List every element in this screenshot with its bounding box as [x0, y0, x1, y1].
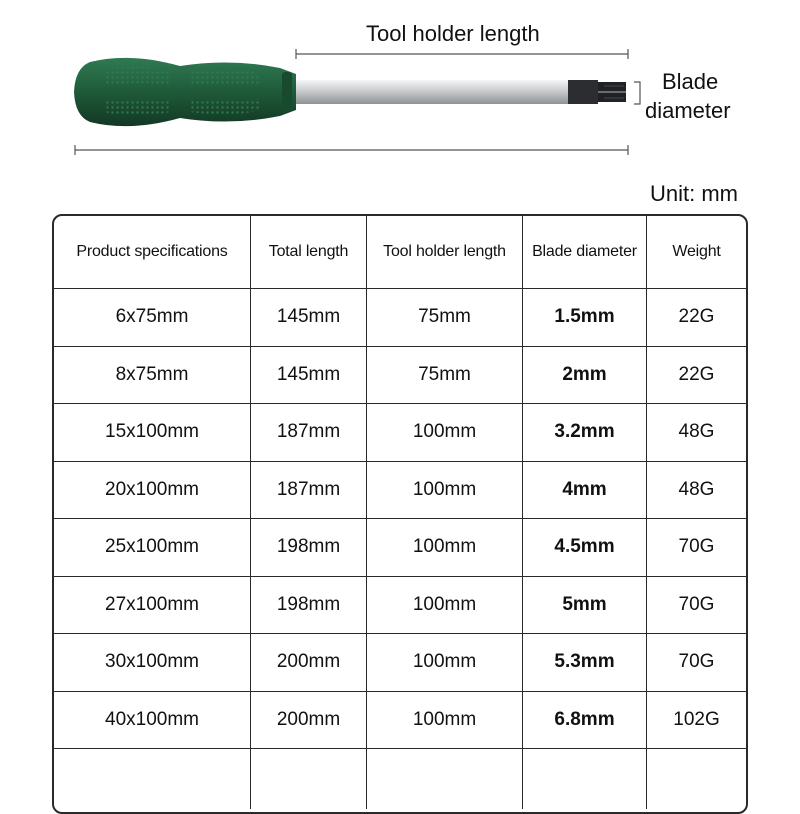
cell-total-length: 187mm: [251, 461, 367, 519]
cell-weight: 70G: [647, 576, 747, 634]
cell-spec: 15x100mm: [54, 404, 251, 462]
cell-weight: 48G: [647, 404, 747, 462]
cell-blade-diameter: 4.5mm: [523, 519, 647, 577]
cell-total-length: 198mm: [251, 576, 367, 634]
cell-total-length: 200mm: [251, 691, 367, 749]
table-row: [54, 289, 746, 347]
cell-spec: 25x100mm: [54, 519, 251, 577]
table-row: [54, 691, 746, 749]
cell-blade-diameter: 5mm: [523, 576, 647, 634]
cell-holder-length: 75mm: [367, 346, 523, 404]
table-row: [54, 576, 746, 634]
table-row: [54, 634, 746, 692]
table-row: [54, 519, 746, 577]
cell-blade-diameter: 5.3mm: [523, 634, 647, 692]
header-blade-diameter: Blade diameter: [523, 216, 647, 289]
blade-label-line2: diameter: [645, 98, 731, 123]
table-header-row: [54, 216, 746, 289]
cell-holder-length: 100mm: [367, 691, 523, 749]
cell-holder-length: 75mm: [367, 289, 523, 347]
cell-blade-diameter: 2mm: [523, 346, 647, 404]
unit-label: Unit: mm: [650, 181, 738, 206]
cell-spec: 8x75mm: [54, 346, 251, 404]
cell-holder-length: 100mm: [367, 519, 523, 577]
shaft: [288, 80, 570, 104]
header-total-length: Total length: [251, 216, 367, 289]
tool-holder-length-label: Tool holder length: [366, 21, 540, 46]
cell-spec: 6x75mm: [54, 289, 251, 347]
blade-diameter-bracket: [634, 82, 640, 104]
handle: [74, 58, 296, 126]
header-tool-holder-length: Tool holder length: [367, 216, 523, 289]
tip: [568, 80, 598, 104]
blade-label-line1: Blade: [662, 69, 719, 94]
cell-holder-length: 100mm: [367, 576, 523, 634]
cell-weight: 22G: [647, 289, 747, 347]
header-product-specifications: Product specifications: [54, 216, 251, 289]
cell-holder-length: 100mm: [367, 461, 523, 519]
cell-holder-length: 100mm: [367, 404, 523, 462]
spec-table: [52, 214, 748, 814]
cell-blade-diameter: 6.8mm: [523, 691, 647, 749]
cell-total-length: 145mm: [251, 289, 367, 347]
cell-weight: 48G: [647, 461, 747, 519]
cell-weight: 22G: [647, 346, 747, 404]
screwdriver-diagram: [0, 0, 800, 170]
cell-weight: 70G: [647, 519, 747, 577]
cell-total-length: 187mm: [251, 404, 367, 462]
cell-weight: 102G: [647, 691, 747, 749]
cell-blade-diameter: 4mm: [523, 461, 647, 519]
cell-blade-diameter: 1.5mm: [523, 289, 647, 347]
header-weight: Weight: [647, 216, 747, 289]
cell-spec: 20x100mm: [54, 461, 251, 519]
table-row: [54, 346, 746, 404]
table-row: [54, 461, 746, 519]
table-row: [54, 404, 746, 462]
cell-total-length: 200mm: [251, 634, 367, 692]
cell-total-length: 145mm: [251, 346, 367, 404]
cell-spec: 40x100mm: [54, 691, 251, 749]
cell-spec: 30x100mm: [54, 634, 251, 692]
cell-spec: 27x100mm: [54, 576, 251, 634]
cell-blade-diameter: 3.2mm: [523, 404, 647, 462]
cell-holder-length: 100mm: [367, 634, 523, 692]
cell-weight: 70G: [647, 634, 747, 692]
cell-total-length: 198mm: [251, 519, 367, 577]
